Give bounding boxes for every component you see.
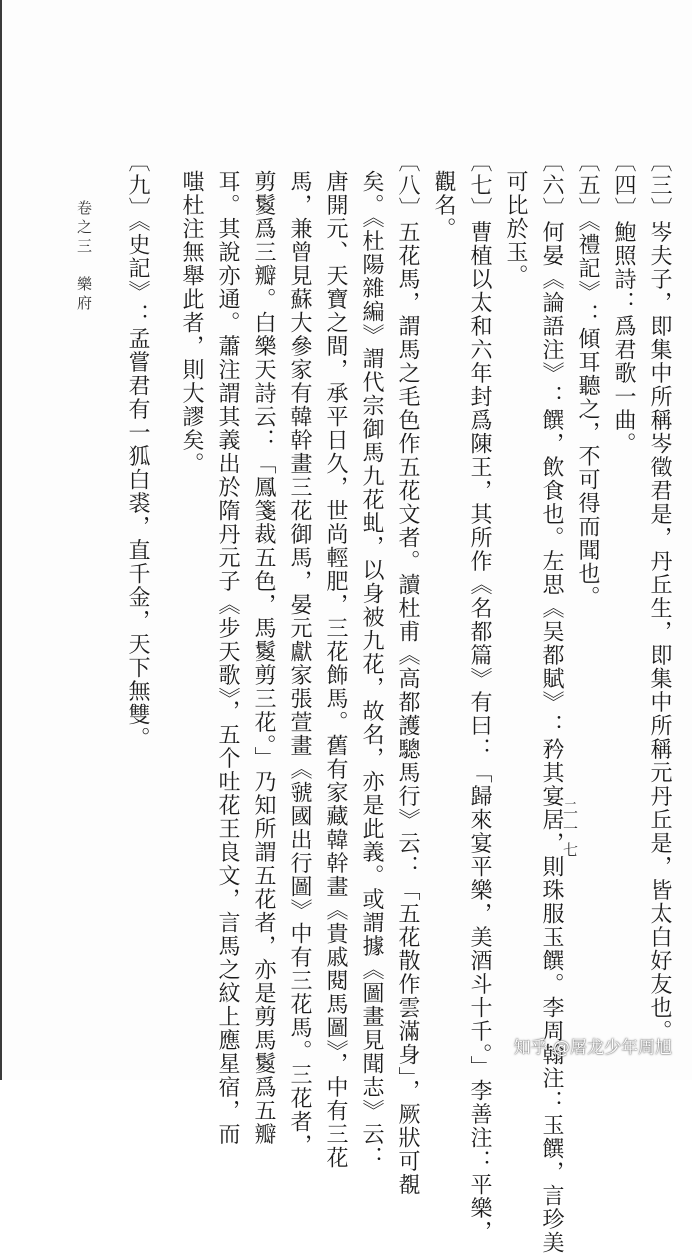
watermark-text: 知乎 @屠龙少年周旭 [513,1038,672,1058]
note-line: 唐開元、天寶之間，承平日久，世尚輕肥，三花飾馬。舊有家藏韓幹畫《貴戚閱馬圖》，中有三花 [323,170,348,1170]
watermark [514,1033,672,1058]
note-line: 〔七〕曹植以太和六年封爲陳王，其所作《名都篇》有曰：「歸來宴平樂，美酒斗十千。」李善注：平樂， [467,150,492,1244]
note-line: 耳。其說亦通。蕭注謂其義出於隋丹元子《步天歌》，五个吐花王良文，言馬之紋上應星宿，而 [215,170,240,1146]
note-line: 剪鬉爲三瓣。白樂天詩云：「鳳箋裁五色，馬鬉剪三花。」乃知所謂五花者，亦是剪馬鬉爲五瓣 [251,170,276,1146]
running-head: 卷之三 樂府 [75,200,93,314]
note-line: 〔九〕《史記》：孟嘗君有一狐白裘，直千金，天下無雙。 [125,150,150,750]
note-line: 〔八〕五花馬，謂馬之毛色作五花文者。讀杜甫《高都護驄馬行》云：「五花散作雲滿身」，厥狀可覩 [395,150,420,1197]
note-line: 〔五〕《禮記》：傾耳聽之，不可得而聞也。 [575,150,600,609]
note-line: 矣。《杜陽雜編》謂代宗御馬九花虬，以身被九花，故名，亦是此義。或謂據《圖畫見聞志》云： [359,170,384,1170]
note-line: 〔四〕鮑照詩：爲君歌一曲。 [611,150,636,456]
page-edge-line [0,0,2,1080]
note-line: 觀名。 [431,170,456,241]
note-line: 可比於玉。 [503,170,528,288]
note-line: 〔三〕岑夫子，即集中所稱岑徵君是，丹丘生，即集中所稱元丹丘是，皆太白好友也。 [647,150,672,1043]
note-line: 馬，兼曾見蘇大參家有韓幹畫三花御馬，晏元獻家張萱畫《虢國出行圖》中有三花馬。三花者， [287,170,312,1157]
note-line: 〔六〕何晏《論語注》：饌，飲食也。左思《吴都賦》：矜其宴居，則珠服玉饌。李周翰注：玉饌，言珍美 [539,150,564,1255]
page-number: 二一七 [561,800,579,863]
note-line: 嗤杜注無舉此者，則大謬矣。 [179,170,204,476]
